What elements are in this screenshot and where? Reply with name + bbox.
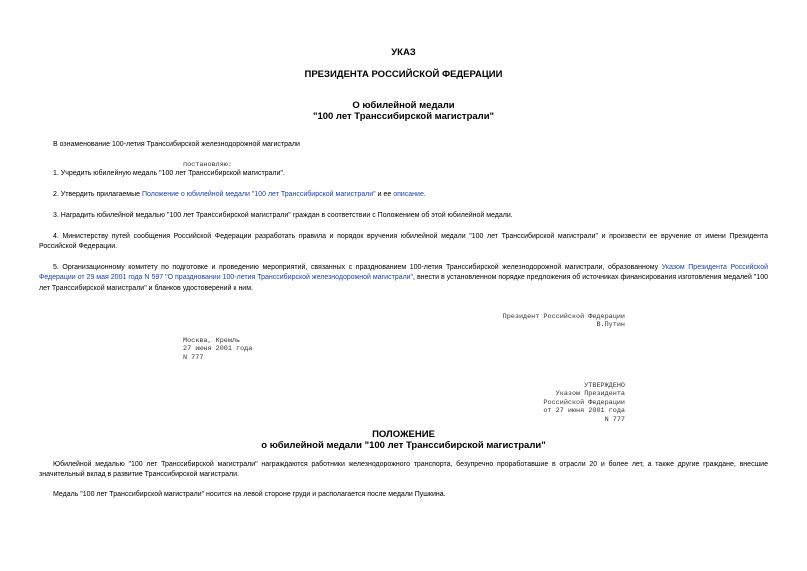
regulation-para-2: [39, 490, 768, 500]
regulation-para-2-text: Медаль "100 лет Транссибирской магистрали" носится на левой стороне груди и располагается после медали Пушкина.: [53, 491, 446, 498]
approval-line-3: Российской Федерации: [543, 398, 625, 407]
item-5-prefix: 5. Организационному комитету по подготовке и проведению мероприятий, связанных с празднованием 100-летия Транссибирской железнодорожной магистрали, образованному: [53, 264, 662, 271]
signature-name: В.Путин: [596, 321, 625, 330]
item-5-suffix: , внести в установленном порядке предложения об источниках финансирования изготовления медалей "100 лет Транссибирской магистрали" и бланков удостоверений к ним.: [39, 274, 768, 292]
approval-line-4: от 27 июня 2001 года: [543, 407, 625, 416]
decree-item-2: [39, 190, 768, 200]
signature-block: [440, 313, 625, 330]
decree-number: N 777: [183, 353, 204, 362]
item-2-prefix: 2. Утвердить прилагаемые: [53, 191, 142, 198]
decree-preamble: [39, 140, 768, 150]
decree-title: УКАЗ: [391, 47, 416, 58]
decree-subtitle-2: "100 лет Транссибирской магистрали": [312, 111, 495, 122]
regulation-subtitle: о юбилейной медали "100 лет Транссибирской магистрали": [261, 440, 546, 451]
decree-resolve: постановляю:: [183, 161, 232, 169]
signature-title: Президент Российской Федерации: [502, 313, 625, 321]
description-link[interactable]: описание: [393, 191, 424, 198]
decree-item-1: [39, 169, 768, 179]
place-date-block: [183, 337, 252, 362]
regulation-para-1-text: Юбилейной медалью "100 лет Транссибирской магистрали" награждаются работники железнодорожного транспорта, безупречно проработавшие в отрасли 20 и более лет, а также другие граждане, внесшие значительный вклад в развитие Транссибирской магистрали.: [39, 461, 768, 479]
item-3-text: 3. Наградить юбилейной медалью "100 лет Транссибирской магистрали" граждан в соответствии с Положением об этой юбилейной медали.: [53, 212, 513, 219]
decree-item-5: [39, 263, 768, 294]
item-2-suffix: .: [423, 191, 426, 198]
decree-item-4: [39, 232, 768, 253]
decree-597-link[interactable]: Указом Президента Российской Федерации от 29 мая 2001 года N 597 "О праздновании 100-летия Транссибирской железнодорожной магистрали": [39, 264, 768, 282]
approval-line-1: УТВЕРЖДЕНО: [584, 382, 625, 390]
approval-block: [440, 382, 625, 424]
regulation-link[interactable]: Положение о юбилейной медали "100 лет Транссибирской магистрали": [141, 191, 376, 198]
approval-line-2: Указом Президента: [555, 390, 625, 399]
decree-subtitle-1: О юбилейной медали: [352, 100, 455, 111]
signing-date: 27 июня 2001 года: [183, 345, 253, 354]
item-2-middle: и ее: [375, 191, 394, 198]
item-1-text: 1. Учредить юбилейную медаль "100 лет Транссибирской магистрали".: [53, 170, 285, 177]
decree-item-3: [39, 211, 768, 221]
regulation-title: ПОЛОЖЕНИЕ: [372, 429, 435, 440]
preamble-text: В ознаменование 100-летия Транссибирской железнодорожной магистрали: [53, 141, 300, 148]
approval-line-5: N 777: [604, 415, 625, 424]
decree-issuer: ПРЕЗИДЕНТА РОССИЙСКОЙ ФЕДЕРАЦИИ: [304, 69, 503, 80]
signing-place: Москва, Кремль: [183, 337, 241, 345]
item-4-text: 4. Министерству путей сообщения Российской Федерации разработать правила и порядок вручения юбилейной медали "100 лет Транссибирской магистрали" и произвести ее вручение от имени Президента Российской Федерации.: [39, 233, 768, 251]
regulation-para-1: [39, 460, 768, 481]
